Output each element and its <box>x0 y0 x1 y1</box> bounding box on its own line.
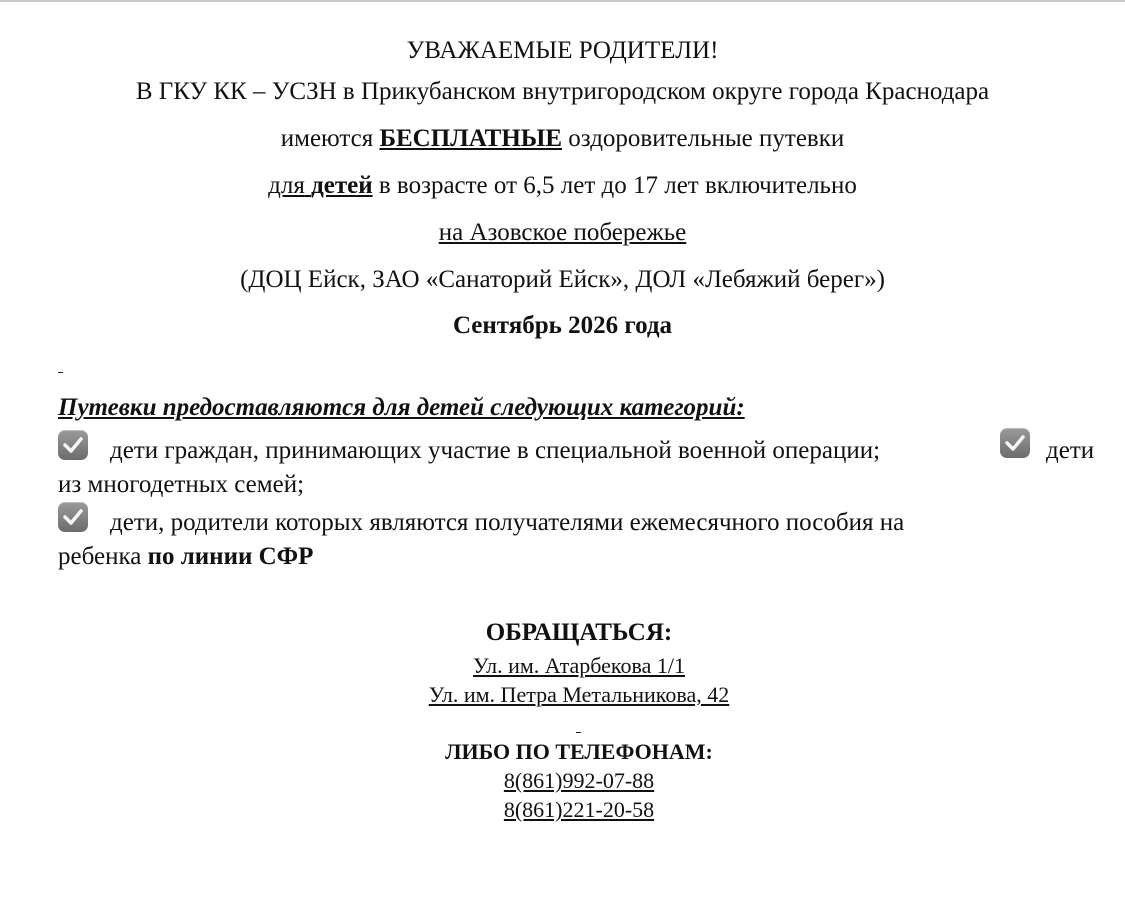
notice-organization-line: В ГКУ КК – УСЗН в Прикубанском внутригородском округе города Краснодара <box>135 78 990 105</box>
age-line-children: детей <box>311 172 373 199</box>
notice-heading: УВАЖАЕМЫЕ РОДИТЕЛИ! <box>406 37 719 64</box>
age-line-for: для <box>268 172 305 199</box>
free-vouchers-post: оздоровительные путевки <box>562 125 845 152</box>
address-atarbekova[interactable]: Ул. им. Атарбекова 1/1 <box>473 653 685 678</box>
category-large-family-start: дети <box>1046 437 1095 464</box>
checkbox-checked-icon <box>58 430 88 460</box>
address-metalnikova[interactable]: Ул. им. Петра Метальникова, 42 <box>428 682 730 707</box>
checkbox-checked-icon <box>1000 428 1030 458</box>
allowance-child-word: ребенка <box>58 543 148 570</box>
checkbox-checked-icon <box>58 502 88 532</box>
categories-heading: Путевки предоставляются для детей следующих категорий: <box>58 394 745 421</box>
phone-link-2[interactable]: 8(861)221-20-58 <box>503 797 655 822</box>
contact-heading: ОБРАЩАТЬСЯ: <box>485 619 673 646</box>
category-allowance-recipients: дети, родители которых являются получателями ежемесячного пособия на <box>110 509 905 536</box>
category-allowance-recipients-cont <box>58 542 313 572</box>
age-line-range: в возрасте от 6,5 лет до 17 лет включительно <box>372 172 857 199</box>
notice-destination: на Азовское побережье <box>438 219 687 246</box>
notice-free-vouchers-line <box>0 124 1125 154</box>
allowance-sfr: по линии СФР <box>147 543 314 570</box>
notice-facilities: (ДОЦ Ейск, ЗАО «Санаторий Ейск», ДОЛ «Лебяжий берег») <box>240 266 885 293</box>
page-top-border <box>0 0 1125 2</box>
stray-mark <box>576 732 581 733</box>
free-vouchers-emphasis: БЕСПЛАТНЫЕ <box>379 125 563 152</box>
category-svo-children: дети граждан, принимающих участие в специальной военной операции; <box>110 437 881 464</box>
free-vouchers-pre: имеются <box>280 125 380 152</box>
notice-age-line <box>0 171 1125 201</box>
notice-period: Сентябрь 2026 года <box>452 312 673 339</box>
stray-mark <box>58 372 63 373</box>
phone-link-1[interactable]: 8(861)992-07-88 <box>503 768 655 793</box>
phones-heading: ЛИБО ПО ТЕЛЕФОНАМ: <box>445 739 713 764</box>
category-large-family-end: из многодетных семей; <box>58 471 305 498</box>
